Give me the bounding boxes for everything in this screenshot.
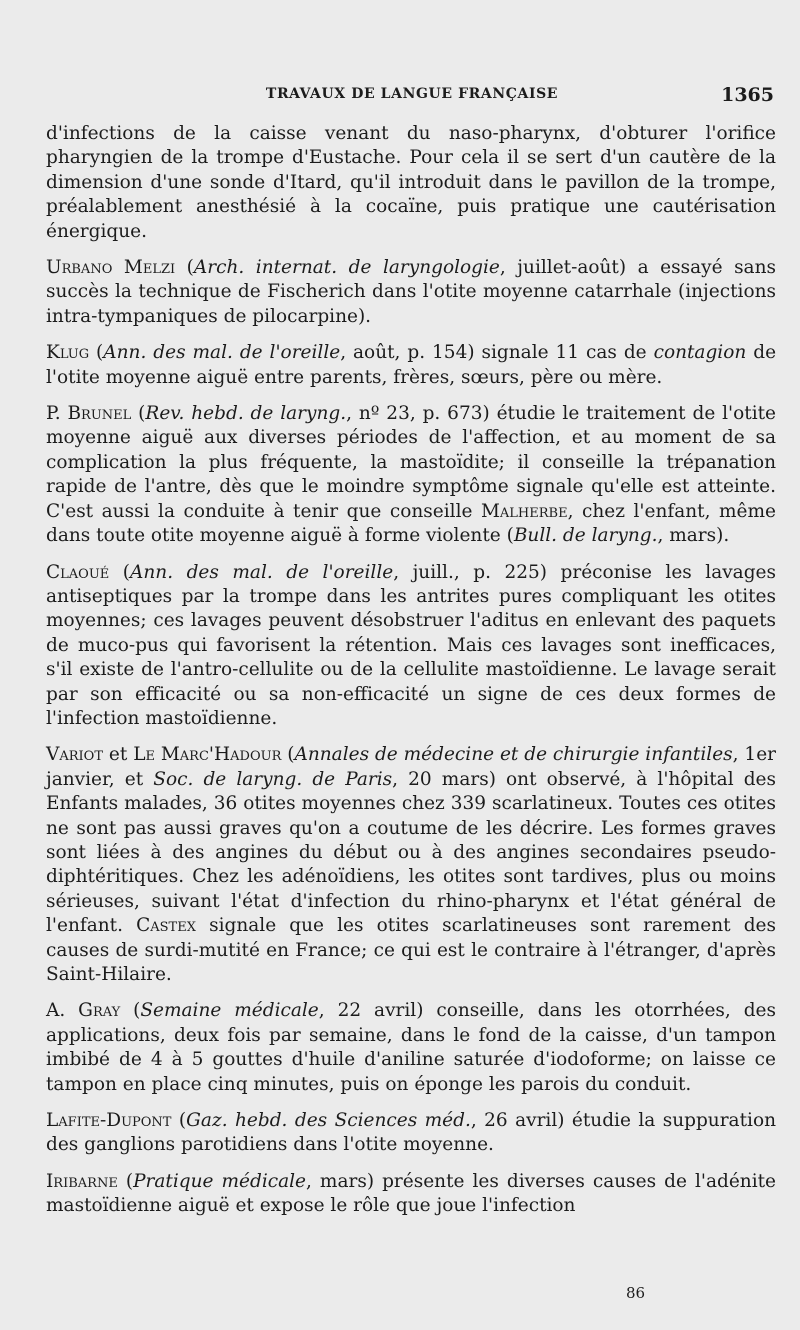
paragraph	[46, 743, 776, 987]
author-name: Gray	[78, 1000, 121, 1022]
text-run: , mars).	[657, 525, 730, 547]
author-name: Klug	[46, 342, 90, 364]
author-name: Lafite-Dupont	[46, 1110, 172, 1132]
citation-title: Semaine médicale	[140, 1000, 319, 1022]
signature-mark: 86	[626, 1284, 646, 1302]
text-run: P.	[46, 403, 68, 425]
page-body	[46, 122, 776, 1231]
text-run: A.	[46, 1000, 79, 1022]
text-run: (	[281, 744, 295, 766]
text-run: , 1er janvier, et	[46, 744, 776, 790]
citation-title: Ann. des mal. de l'oreille	[103, 342, 341, 364]
citation-title: contagion	[653, 342, 747, 364]
paragraph	[46, 1109, 776, 1158]
author-name: Castex	[136, 915, 196, 937]
text-run: , nº 23, p. 673) étudie le traitement de l'otite moyenne aiguë aux diverses périodes de l'affection, et au moment de sa complication la plus fréquente, la mastoïdite; il conseille la trépanation rapide de l'antre, dès que le moindre symptôme signale qu'elle est atteinte. C'est aussi la conduite à tenir que conseille	[46, 403, 776, 522]
paragraph	[46, 122, 776, 244]
text-run: , chez l'enfant, même dans toute otite moyenne aiguë à forme violente (	[46, 500, 776, 547]
text-run: (	[120, 1000, 141, 1022]
text-run: , juill., p. 225) préconise les lavages antiseptiques par la trompe dans les antrites pures compliquant les otites moyennes; ces lavages peuvent désobstruer l'aditus en enlevant des paquets de muco-pus qui favorisent la rétention. Mais ces lavages sont inefficaces, s'il existe de l'antro-cellulite ou de la cellulite mastoïdienne. Le lavage serait par son efficacité ou sa non-efficacité un signe de ces deux formes de l'infection mastoïdienne.	[46, 561, 776, 729]
text-run: (	[175, 257, 194, 279]
paragraph	[46, 402, 776, 548]
text-run: signale que les otites scarlatineuses sont rarement des causes de surdi-mutité en France; ce qui est le contraire à l'étranger, d'après Saint-Hilaire.	[46, 915, 777, 985]
author-name: Variot	[46, 744, 104, 766]
text-run: (	[109, 561, 131, 583]
author-name: Urbano Melzi	[46, 257, 176, 279]
citation-title: Pratique médicale	[133, 1170, 307, 1192]
citation-title: Annales de médecine et de chirurgie infantiles	[294, 744, 733, 766]
text-run: , mars) présente les diverses causes de l'adénite mastoïdienne aiguë et expose le rôle que joue l'infection	[46, 1170, 776, 1217]
paragraph	[46, 999, 776, 1097]
citation-title: Gaz. hebd. des Sciences méd.	[186, 1110, 471, 1132]
text-run: et	[103, 744, 134, 766]
paragraph	[46, 561, 776, 732]
text-run: de l'otite moyenne aiguë entre parents, frères, sœurs, père ou mère.	[46, 342, 777, 388]
text-run: , 22 avril) conseille, dans les otorrhées, des applications, deux fois par semaine, dans le fond de la caisse, d'un tampon imbibé de 4 à 5 gouttes d'huile d'aniline saturée d'iodoforme; on laisse ce tampon en place cinq minutes, puis on éponge les parois du conduit.	[46, 1000, 776, 1095]
text-run: (	[117, 1170, 134, 1192]
author-name: Malherbe	[480, 500, 568, 522]
author-name: Le Marc'Hadour	[133, 744, 282, 766]
author-name: Iribarne	[46, 1170, 118, 1192]
paragraph	[46, 341, 776, 390]
author-name: Brunel	[67, 403, 132, 425]
running-head: TRAVAUX DE LANGUE FRANÇAISE	[265, 86, 559, 102]
page-number: 1365	[721, 84, 774, 106]
citation-title: Soc. de laryng. de Paris	[153, 768, 393, 790]
text-run: , 20 mars) ont observé, à l'hôpital des Enfants malades, 36 otites moyennes chez 339 scarlatineux. Toutes ces otites ne sont pas aussi graves qu'on a coutume de les décrire. Les formes graves sont liées à des angines du début ou à des angines secondaires pseudo-diphtéritiques. Chez les adénoïdiens, les otites sont tardives, plus ou moins sérieuses, suivant l'état d'infection du rhino-pharynx et l'état général de l'enfant.	[46, 768, 777, 937]
author-name: Claoué	[46, 561, 110, 583]
text-run: (	[171, 1110, 187, 1132]
text-run: , 26 avril) étudie la suppuration des ganglions parotidiens dans l'otite moyenne.	[46, 1110, 776, 1156]
text-run: , août, p. 154) signale 11 cas de	[340, 342, 654, 364]
text-run: d'infections de la caisse venant du naso-pharynx, d'obturer l'orifice pharyngien de la trompe d'Eustache. Pour cela il se sert d'un cautère de la dimension d'une sonde d'Itard, qu'il introduit dans le pavillon de la trompe, préalablement anesthésié à la cocaïne, puis pratique une cautérisation énergique.	[46, 123, 776, 242]
citation-title: Ann. des mal. de l'oreille	[130, 561, 394, 583]
page-header	[50, 84, 774, 108]
text-run: (	[131, 403, 146, 425]
paragraph	[46, 1170, 776, 1219]
citation-title: Rev. hebd. de laryng.	[145, 403, 347, 425]
paragraph	[46, 256, 776, 329]
text-run: (	[89, 342, 104, 364]
citation-title: Arch. internat. de laryngologie	[193, 257, 500, 279]
citation-title: Bull. de laryng.	[513, 525, 658, 547]
text-run: , juillet-août) a essayé sans succès la technique de Fischerich dans l'otite moyenne catarrhale (injections intra-tympaniques de pilocarpine).	[46, 257, 776, 327]
